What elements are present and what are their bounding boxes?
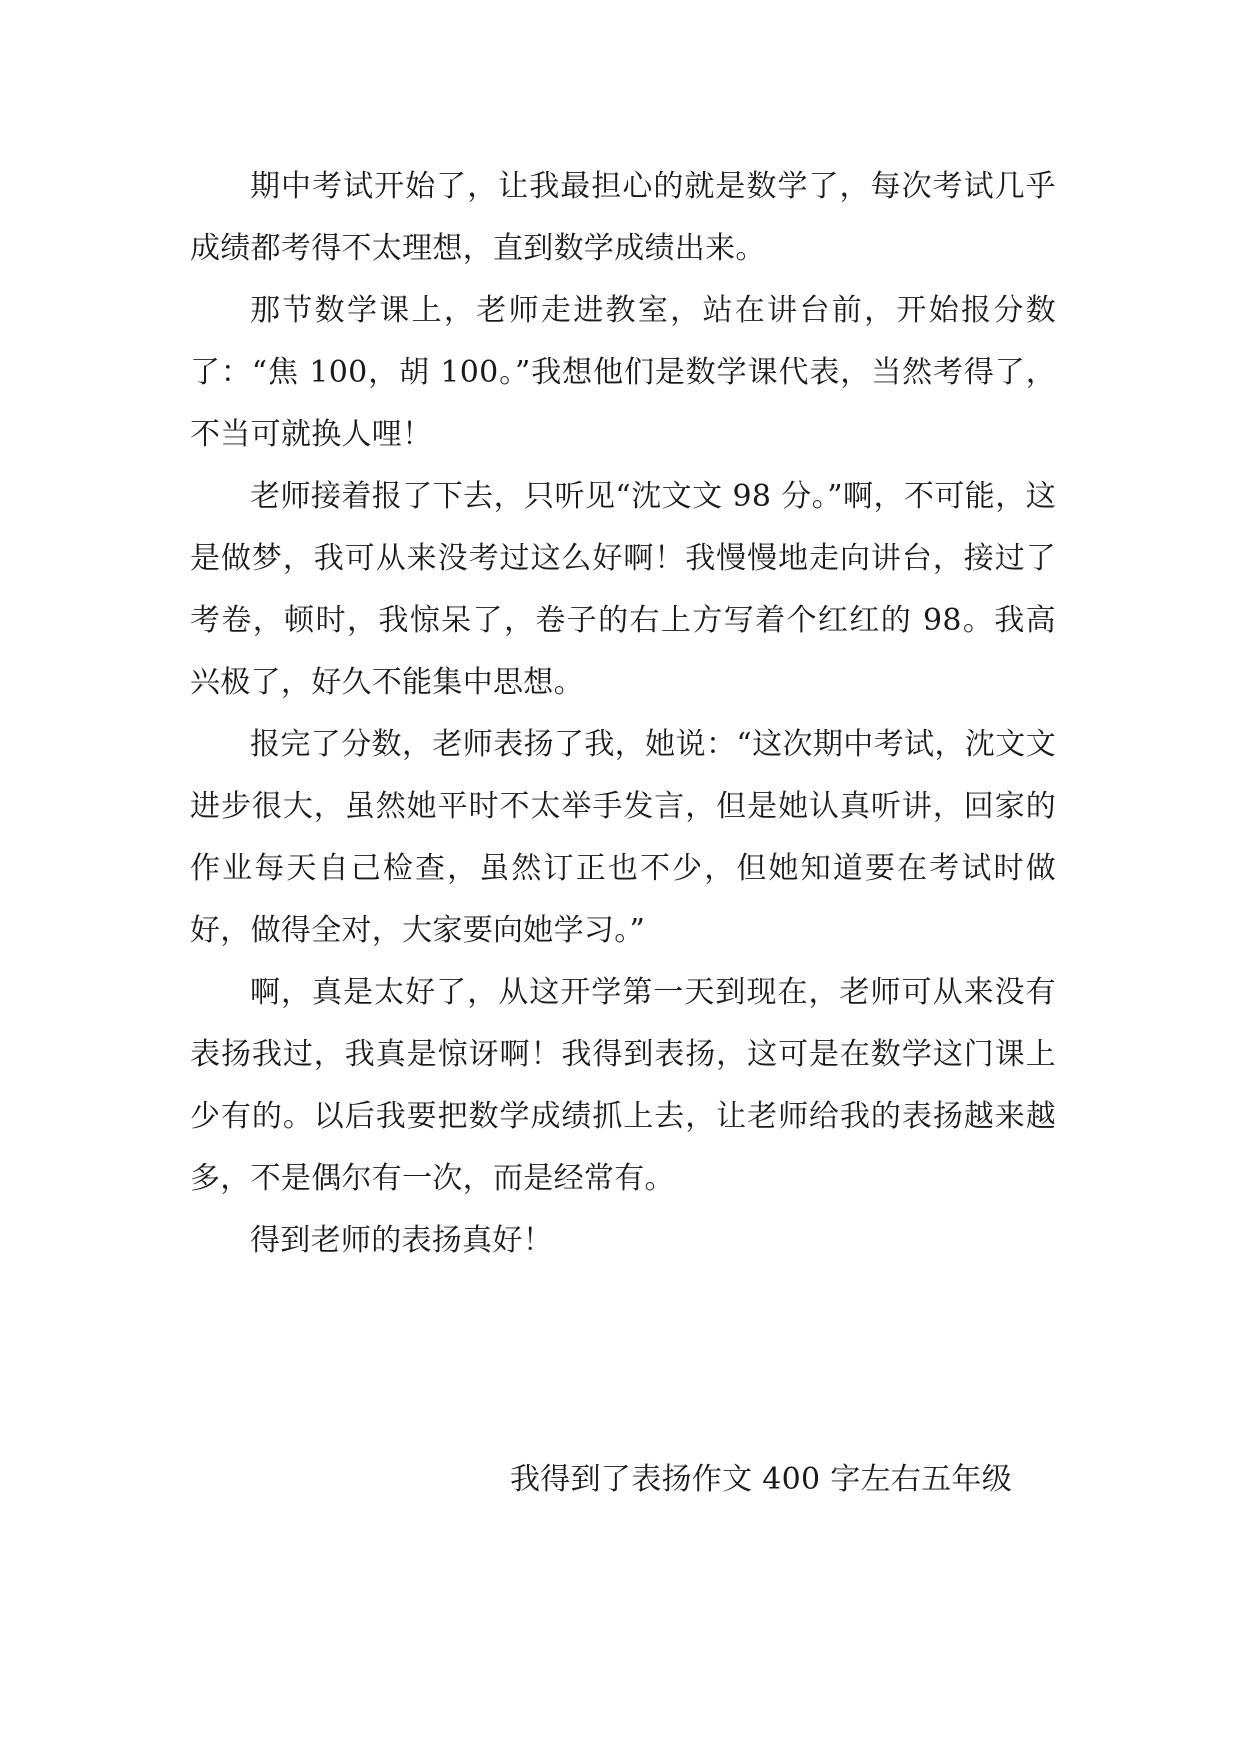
essay-title-footer: 我得到了表扬作文 400 字左右五年级 [510,1462,1013,1497]
paragraph: 老师接着报了下去，只听见“沈文文 98 分。”啊，不可能，这是做梦，我可从来没考过这么好啊！我慢慢地走向讲台，接过了考卷，顿时，我惊呆了，卷子的右上方写着个红红的 98。我高兴极了，好久不能集中思想。 [190,479,1056,700]
essay-body [190,156,1056,1272]
paragraph: 得到老师的表扬真好！ [250,1223,553,1258]
paragraph: 啊，真是太好了，从这开学第一天到现在，老师可从来没有表扬我过，我真是惊讶啊！我得到表扬，这可是在数学这门课上少有的。以后我要把数学成绩抓上去，让老师给我的表扬越来越多，不是偶尔有一次，而是经常有。 [190,975,1056,1196]
paragraph: 报完了分数，老师表扬了我，她说：“这次期中考试，沈文文进步很大，虽然她平时不太举手发言，但是她认真听讲，回家的作业每天自己检查，虽然订正也不少，但她知道要在考试时做好，做得全对，大家要向她学习。” [190,727,1056,948]
paragraph: 期中考试开始了，让我最担心的就是数学了，每次考试几乎成绩都考得不太理想，直到数学成绩出来。 [190,169,1056,266]
paragraph: 那节数学课上，老师走进教室，站在讲台前，开始报分数了：“焦 100，胡 100。”我想他们是数学课代表，当然考得了，不当可就换人哩！ [190,293,1056,452]
